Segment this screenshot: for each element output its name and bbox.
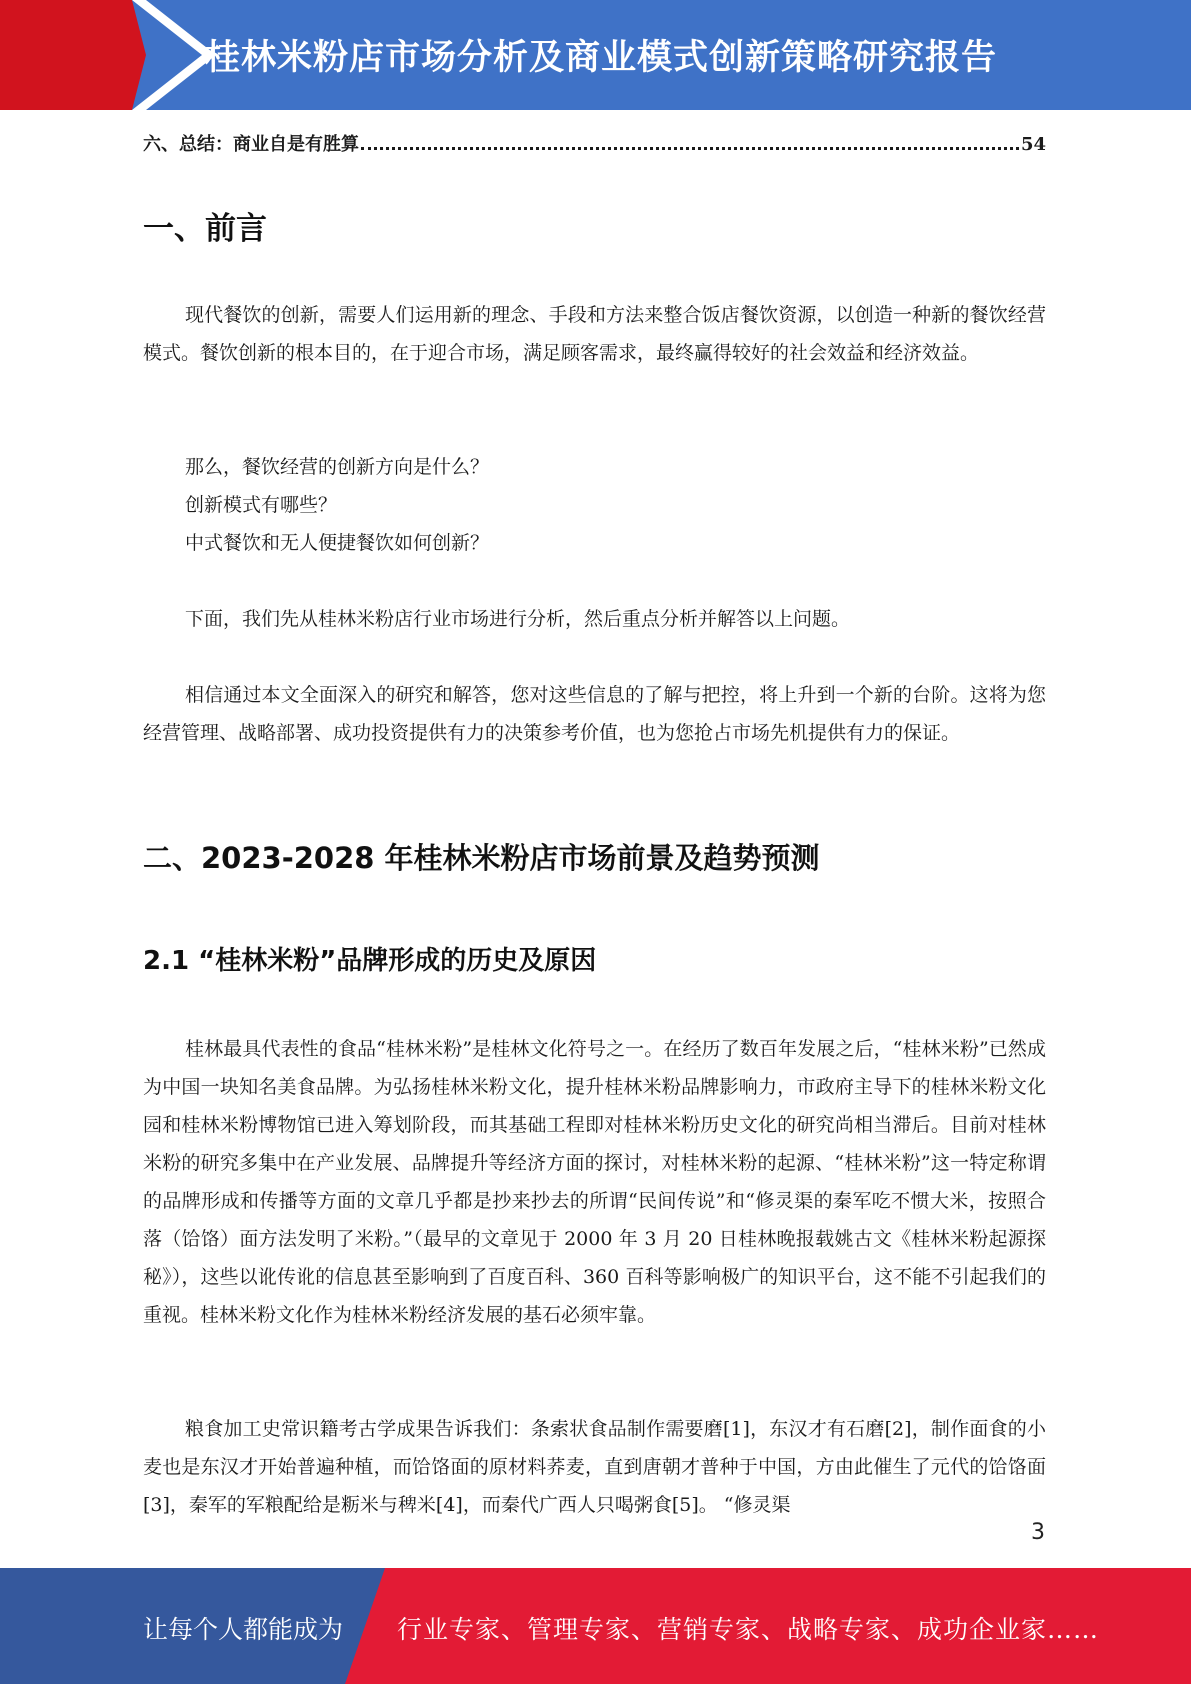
- header-red-block: [0, 0, 72, 110]
- toc-entry-page: 54: [1020, 134, 1046, 155]
- question-2: 创新模式有哪些？: [185, 494, 338, 516]
- toc-entry[interactable]: [143, 130, 1046, 158]
- preface-paragraph-2: 下面，我们先从桂林米粉店行业市场进行分析，然后重点分析并解答以上问题。: [185, 608, 851, 630]
- subsection-2-1-heading: 2.1 “桂林米粉”品牌形成的历史及原因: [143, 946, 597, 976]
- preface-paragraph-1: 现代餐饮的创新，需要人们运用新的理念、手段和方法来整合饭店餐饮资源，以创造一种新的餐饮经营模式。餐饮创新的根本目的，在于迎合市场，满足顾客需求，最终赢得较好的社会效益和经济效益。: [143, 304, 1046, 364]
- header-title: 桂林米粉店市场分析及商业模式创新策略研究报告: [205, 38, 998, 78]
- header-chevron-icon: [66, 0, 216, 110]
- question-3: 中式餐饮和无人便捷餐饮如何创新？: [185, 532, 490, 554]
- preface-heading: 一、前言: [143, 211, 267, 247]
- subsection-2-1-paragraph-1: 桂林最具代表性的食品“桂林米粉”是桂林文化符号之一。在经历了数百年发展之后，“桂林米粉”已然成为中国一块知名美食品牌。为弘扬桂林米粉文化，提升桂林米粉品牌影响力，市政府主导下的桂林米粉文化园和桂林米粉博物馆已进入筹划阶段，而其基础工程即对桂林米粉历史文化的研究尚相当滞后。目前对桂林米粉的研究多集中在产业发展、品牌提升等经济方面的探讨，对桂林米粉的起源、“桂林米粉”这一特定称谓的品牌形成和传播等方面的文章几乎都是抄来抄去的所谓“民间传说”和“修灵渠的秦军吃不惯大米，按照合落（饸饹）面方法发明了米粉。”（最早的文章见于 2000 年 3 月 20 日桂林晚报载姚古文《桂林米粉起源探秘》），这些以讹传讹的信息甚至影响到了百度百科、360 百科等影响极广的知识平台，这不能不引起我们的重视。桂林米粉文化作为桂林米粉经济发展的基石必须牢靠。: [143, 1038, 1046, 1326]
- footer-slogan-left: 让每个人都能成为: [143, 1615, 344, 1644]
- footer-slogan-right: 行业专家、管理专家、营销专家、战略专家、成功企业家……: [397, 1615, 1100, 1644]
- question-1: 那么，餐饮经营的创新方向是什么？: [185, 456, 490, 478]
- section2-heading: 二、2023-2028 年桂林米粉店市场前景及趋势预测: [143, 841, 820, 875]
- toc-entry-label: 六、总结：商业自是有胜算: [143, 134, 359, 155]
- preface-paragraph-3: 相信通过本文全面深入的研究和解答，您对这些信息的了解与把控，将上升到一个新的台阶。这将为您经营管理、战略部署、成功投资提供有力的决策参考价值，也为您抢占市场先机提供有力的保证。: [143, 684, 1046, 744]
- footer-blue-slant: [345, 1568, 385, 1684]
- page-number: 3: [1031, 1520, 1045, 1545]
- toc-leader-dots: [361, 147, 1019, 150]
- footer-banner: [0, 1568, 1191, 1684]
- subsection-2-1-paragraph-2: 粮食加工史常识籍考古学成果告诉我们：条索状食品制作需要磨[1]，东汉才有石磨[2]，制作面食的小麦也是东汉才开始普遍种植，而饸饹面的原材料荞麦，直到唐朝才普种于中国，方由此催生了元代的饸饹面[3]，秦军的军粮配给是粝米与稗米[4]，而秦代广西人只喝粥食[5]。 “修灵渠: [143, 1418, 1046, 1516]
- header-banner: [0, 0, 1191, 110]
